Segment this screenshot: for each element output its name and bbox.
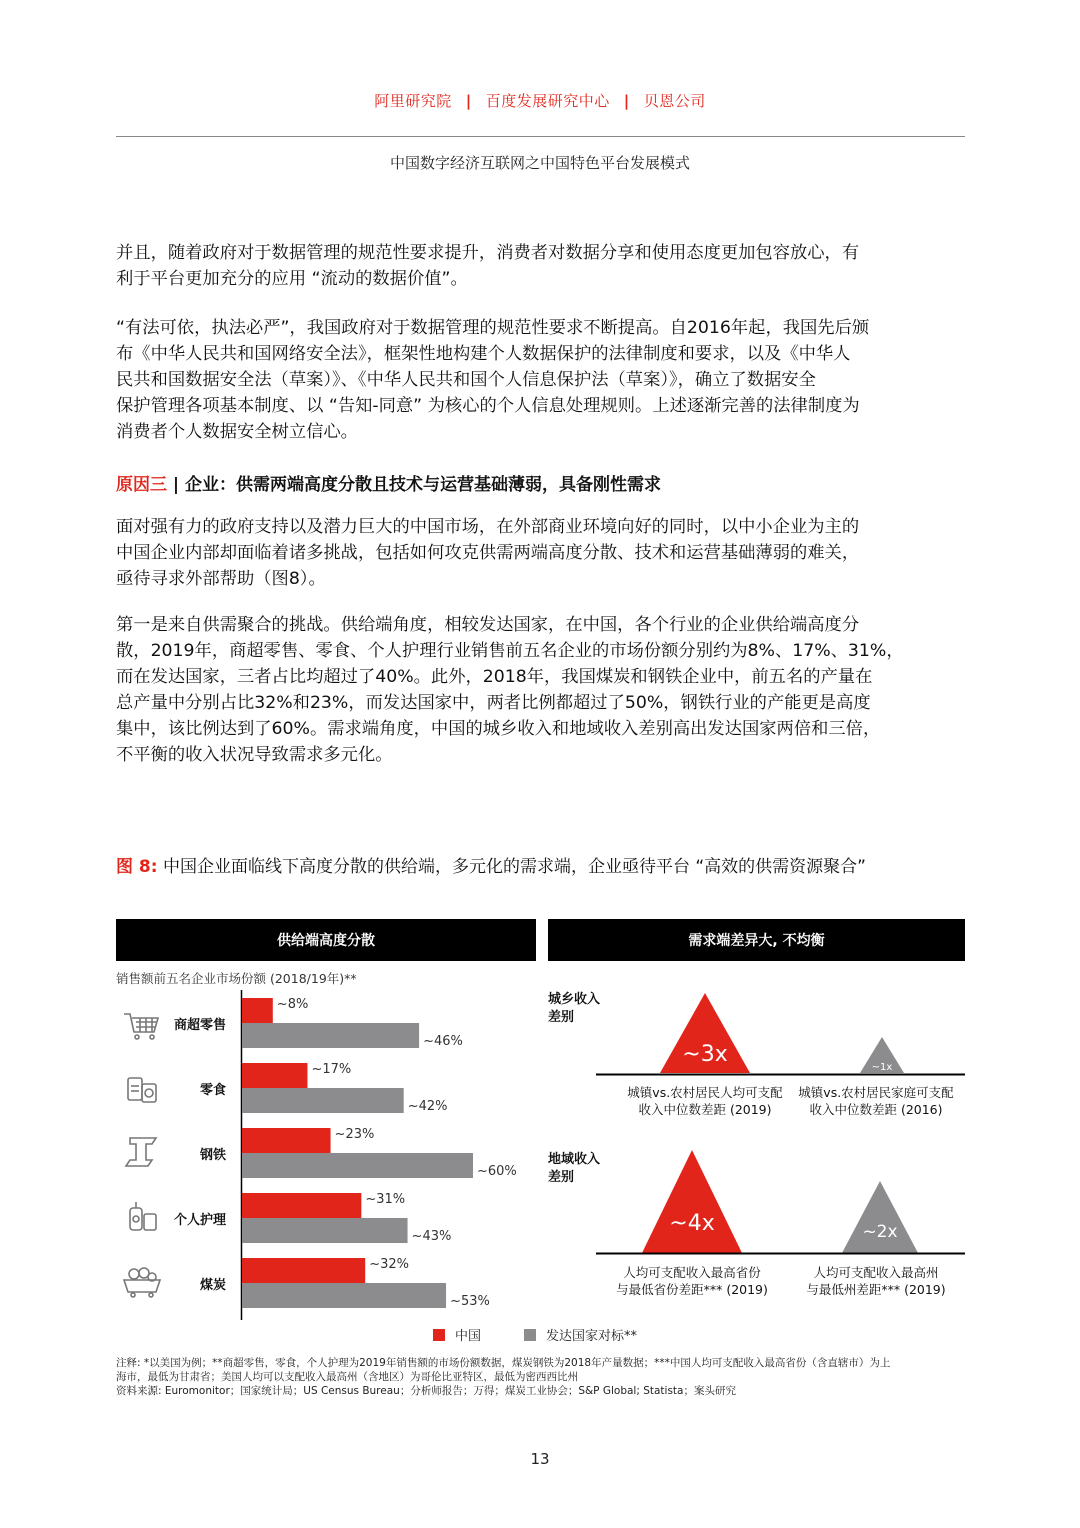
ratio-label: ~2x <box>862 1222 898 1242</box>
data-label: ~42% <box>407 1099 448 1114</box>
category-label: 个人护理 <box>173 1213 226 1228</box>
legend-china <box>433 1325 481 1344</box>
cart-icon <box>124 1014 158 1039</box>
section-heading-label: 原因三 <box>116 475 167 495</box>
note-line: 海市，最低为甘肃省；美国人均可以支配收入最高州（含地区）为哥伦比亚特区，最低为密西西比州 <box>116 1371 578 1383</box>
bar-china <box>242 1063 307 1088</box>
text-line: 面对强有力的政府支持以及潜力巨大的中国市场，在外部商业环境向好的同时，以中小企业为主的 <box>116 517 860 537</box>
text-line: 散，2019年，商超零售、零食、个人护理行业销售前五名企业的市场份额分别约为8%、17%、31%， <box>116 641 904 661</box>
legend-developed <box>524 1325 637 1344</box>
figure-notes <box>116 1356 976 1398</box>
category-label: 零食 <box>199 1083 226 1098</box>
paragraph-4 <box>116 612 966 768</box>
header-organizations <box>0 90 1080 111</box>
text-line: 中国企业内部却面临着诸多挑战，包括如何攻克供需两端高度分散、技术和运营基础薄弱的难关， <box>116 543 860 563</box>
data-label: ~43% <box>411 1229 452 1244</box>
ratio-label: ~4x <box>669 1211 715 1236</box>
org-bain: 贝恩公司 <box>643 92 706 110</box>
header-separator: | <box>623 92 630 110</box>
paragraph-1 <box>116 240 966 292</box>
note-line: 注释: *以美国为例；**商超零售，零食，个人护理为2019年销售额的市场份额数据，煤炭钢铁为2018年产量数据；***中国人均可支配收入最高省份（含直辖市）为上 <box>116 1357 891 1369</box>
text-line: 利于平台更加充分的应用 “流动的数据价值”。 <box>116 269 468 289</box>
document-title: 中国数字经济互联网之中国特色平台发展模式 <box>389 154 690 172</box>
triangle-caption: 城镇vs.农村居民家庭可支配收入中位数差距 (2016) <box>798 1085 954 1117</box>
bar-developed <box>242 1153 473 1178</box>
left-panel-header <box>116 919 536 961</box>
triangle-caption: 城镇vs.农村居民人均可支配收入中位数差距 (2019) <box>627 1085 783 1117</box>
org-alibaba: 阿里研究院 <box>374 92 452 110</box>
right-panel-header <box>548 919 965 961</box>
paragraph-2 <box>116 315 966 445</box>
data-label: ~31% <box>365 1192 406 1207</box>
text-line: 消费者个人数据安全树立信心。 <box>116 422 358 442</box>
income-gap-diagram <box>540 985 970 1305</box>
text-line: “有法可依，执法必严”，我国政府对于数据管理的规范性要求不断提高。自2016年起，我国先后颁 <box>116 318 870 338</box>
bar-china <box>242 1193 361 1218</box>
data-label: ~17% <box>311 1062 352 1077</box>
bar-developed <box>242 1023 419 1048</box>
data-label: ~32% <box>369 1257 409 1272</box>
paragraph-3 <box>116 514 966 592</box>
page-number: 13 <box>530 1450 550 1468</box>
text-line: 并且，随着政府对于数据管理的规范性要求提升，消费者对数据分享和使用态度更加包容放心，有 <box>116 243 860 263</box>
category-label: 钢铁 <box>199 1148 226 1163</box>
left-panel-title: 供给端高度分散 <box>277 933 375 949</box>
figure-title-text: 中国企业面临线下高度分散的供给端，多元化的需求端，企业亟待平台 “高效的供需资源聚合” <box>157 857 866 877</box>
section-heading-text: | 企业：供需两端高度分散且技术与运营基础薄弱，具备刚性需求 <box>167 475 662 495</box>
data-label: ~8% <box>276 997 309 1012</box>
text-line: 民共和国数据安全法（草案）》、《中华人民共和国个人信息保护法（草案）》，确立了数据安全 <box>116 370 816 390</box>
org-baidu: 百度发展研究中心 <box>485 92 610 110</box>
triangle-regional-china <box>642 1150 742 1253</box>
triangle-caption: 人均可支配收入最高州与最低州差距*** (2019) <box>806 1265 946 1297</box>
triangle-regional-developed <box>842 1181 918 1253</box>
legend-swatch-developed <box>524 1329 536 1341</box>
legend-label-developed: 发达国家对标** <box>546 1329 638 1344</box>
coal-icon <box>124 1268 160 1297</box>
source-line: 资料来源: Euromonitor；国家统计局；US Census Bureau；分析师报告；万得；煤炭工业协会；S&P Global; Statista；案头研究 <box>116 1385 736 1397</box>
text-line: 第一是来自供需聚合的挑战。供给端角度，相较发达国家，在中国，各个行业的企业供给端高度分 <box>116 615 860 635</box>
text-line: 布《中华人民共和国网络安全法》，框架性地构建个人数据保护的法律制度和要求，以及《中华人 <box>116 344 851 364</box>
text-line: 不平衡的收入状况导致需求多元化。 <box>116 745 393 765</box>
figure-label: 图 8: <box>116 857 158 877</box>
text-line: 而在发达国家，三者占比均超过了40%。此外，2018年，我国煤炭和钢铁企业中，前五名的产量在 <box>116 667 873 687</box>
ratio-label: ~1x <box>871 1062 893 1073</box>
triangle-caption: 人均可支配收入最高省份与最低省份差距*** (2019) <box>616 1265 768 1297</box>
figure-title <box>116 852 866 877</box>
bar-developed <box>242 1088 404 1113</box>
data-label: ~53% <box>450 1294 490 1309</box>
text-line: 集中，该比例达到了60%。需求端角度，中国的城乡收入和地域收入差别高出发达国家两倍和三倍， <box>116 719 881 739</box>
category-label: 煤炭 <box>199 1278 226 1293</box>
category-icons <box>124 1014 160 1297</box>
legend-label-china: 中国 <box>455 1329 482 1344</box>
bar-china <box>242 1258 365 1283</box>
text-line: 保护管理各项基本制度、以 “告知-同意” 为核心的个人信息处理规则。上述逐渐完善的法律制度为 <box>116 396 860 416</box>
snack-icon <box>128 1078 156 1102</box>
steel-beam-icon <box>126 1138 156 1166</box>
urban-rural-label: 城乡收入差别 <box>548 992 601 1025</box>
right-panel-title: 需求端差异大, 不均衡 <box>688 933 825 949</box>
data-label: ~23% <box>334 1127 375 1142</box>
bar-china <box>242 1128 331 1153</box>
bar-china <box>242 998 273 1023</box>
header-divider <box>116 136 965 137</box>
personal-care-icon <box>130 1202 156 1230</box>
category-label: 商超零售 <box>173 1018 226 1033</box>
text-line: 亟待寻求外部帮助（图8）。 <box>116 569 326 589</box>
bars <box>242 997 517 1309</box>
regional-label: 地域收入差别 <box>548 1152 601 1185</box>
text-line: 总产量中分别占比32%和23%，而发达国家中，两者比例都超过了50%，钢铁行业的产能更是高度 <box>116 693 871 713</box>
bar-chart <box>116 990 546 1320</box>
section-heading <box>116 470 661 495</box>
bar-developed <box>242 1218 408 1243</box>
data-label: ~46% <box>423 1034 463 1049</box>
legend-swatch-china <box>433 1329 445 1341</box>
bar-developed <box>242 1283 446 1308</box>
header-separator: | <box>465 92 472 110</box>
chart-subtitle: 销售额前五名企业市场份额 (2018/19年)** <box>116 971 357 986</box>
data-label: ~60% <box>477 1164 517 1179</box>
ratio-label: ~3x <box>682 1042 728 1067</box>
